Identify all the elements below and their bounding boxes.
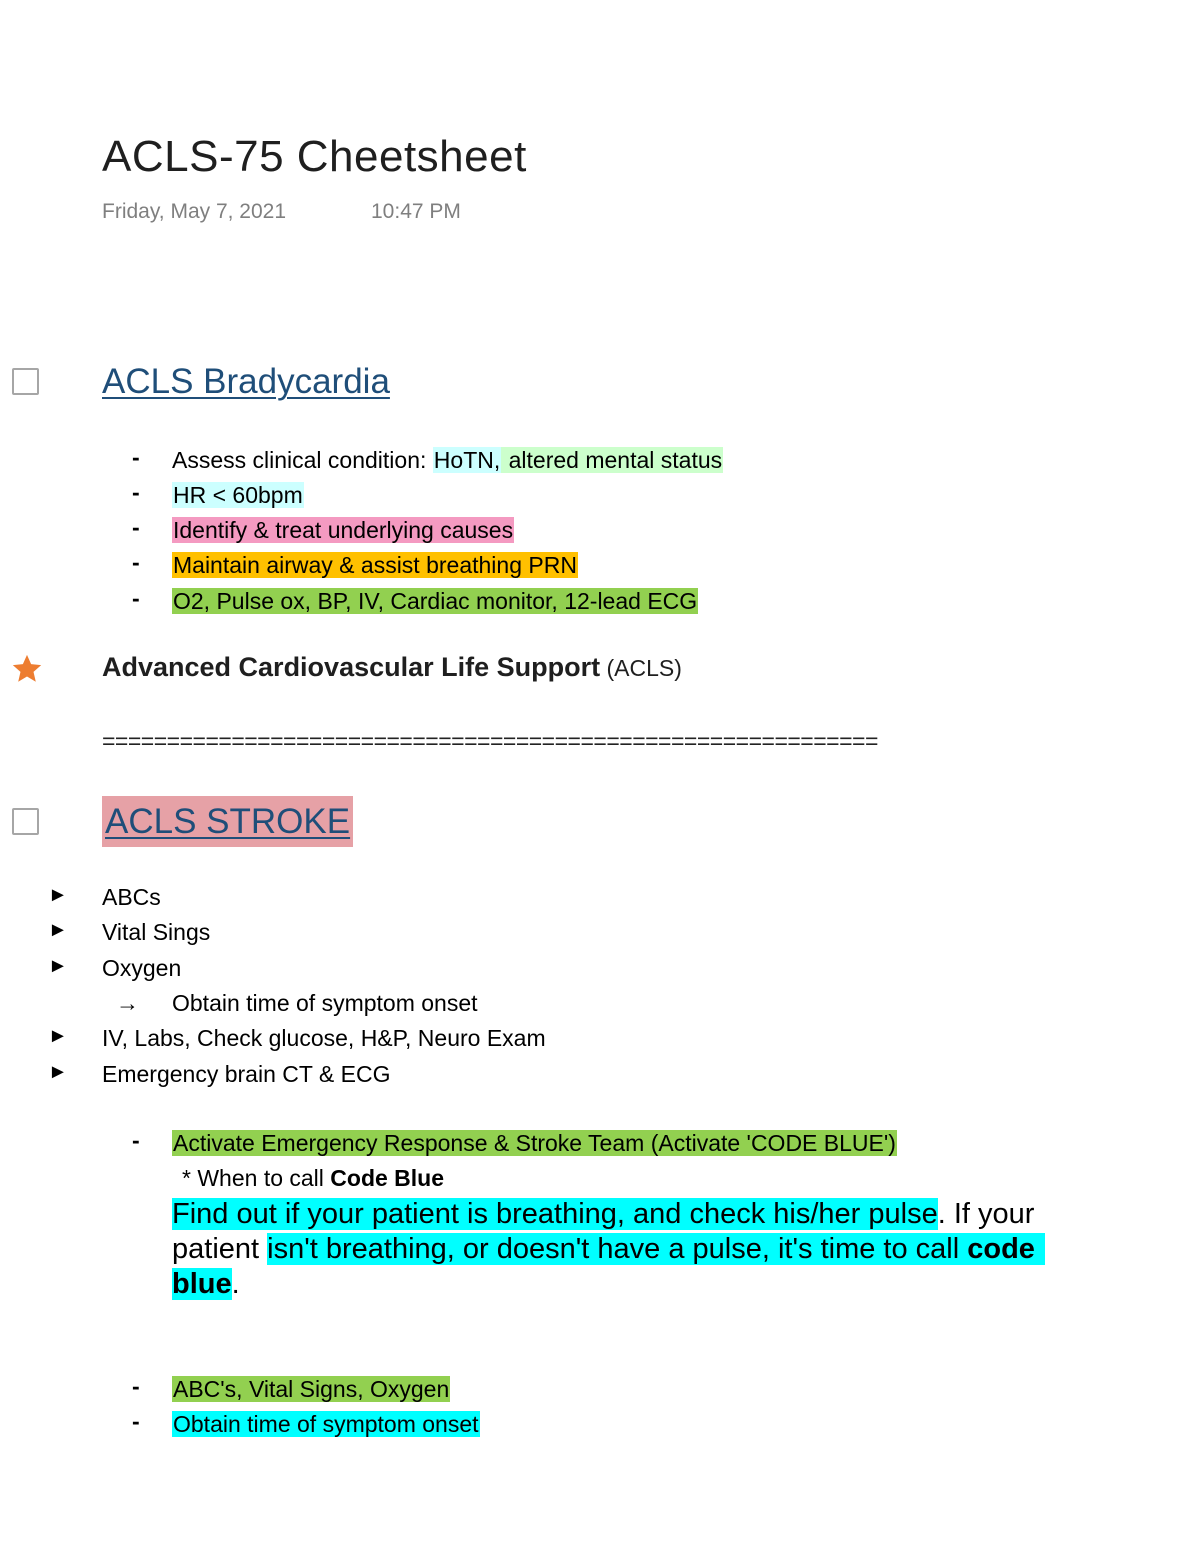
code-blue-para-line-1 (172, 1196, 1034, 1232)
assess-label: Assess clinical condition: (172, 447, 433, 473)
brady-item-maintain (172, 549, 578, 582)
para-text-if-your: . If your (937, 1198, 1035, 1230)
highlight-blue: blue (172, 1268, 232, 1300)
brady-item-assess (172, 444, 723, 477)
todo-checkbox-bradycardia[interactable] (12, 368, 39, 395)
acls-definition (102, 652, 682, 683)
highlight-find-out: Find out if your patient is breathing, and check his/her pulse (172, 1198, 938, 1230)
triangle-bullet-icon: ► (48, 955, 68, 977)
highlight-isnt-breathing: isn't breathing, or doesn't have a pulse, it's time to call (267, 1233, 968, 1265)
acls-definition-bold: Advanced Cardiovascular Life Support (102, 652, 601, 682)
highlight-hotn: HoTN, (433, 447, 501, 473)
page-title: ACLS-75 Cheetsheet (102, 132, 527, 181)
stroke-item-activate (172, 1127, 897, 1160)
brady-item-o2 (172, 585, 698, 618)
when-to-call-bold: Code Blue (330, 1165, 445, 1191)
arrow-icon: → (116, 990, 139, 1016)
stroke-sub-obtain-time: Obtain time of symptom onset (172, 990, 478, 1016)
highlight-activate: Activate Emergency Response & Stroke Team (Activate 'CODE BLUE') (173, 1130, 896, 1156)
dash-bullet: - (132, 1373, 140, 1399)
highlight-abcs: ABC's, Vital Signs, Oxygen (173, 1376, 450, 1402)
brady-item-identify (172, 514, 514, 547)
highlight-maintain: Maintain airway & assist breathing PRN (173, 552, 577, 578)
when-to-call (182, 1162, 444, 1195)
dash-bullet: - (132, 1408, 140, 1434)
when-to-call-prefix: * When to call (182, 1165, 331, 1191)
todo-checkbox-stroke[interactable] (12, 808, 39, 835)
stroke-bullet-iv-labs: IV, Labs, Check glucose, H&P, Neuro Exam (102, 1025, 546, 1051)
stroke-item-abcs (172, 1373, 450, 1406)
code-blue-para-line-3 (172, 1266, 240, 1302)
triangle-bullet-icon: ► (48, 1025, 68, 1047)
triangle-bullet-icon: ► (48, 919, 68, 941)
dash-bullet: - (132, 514, 140, 540)
stroke-bullet-vital-sings: Vital Sings (102, 919, 211, 945)
para-period: . (231, 1268, 240, 1300)
heading-acls-bradycardia[interactable]: ACLS Bradycardia (102, 362, 390, 401)
highlight-o2: O2, Pulse ox, BP, IV, Cardiac monitor, 12-lead ECG (173, 588, 698, 614)
stroke-bullet-oxygen: Oxygen (102, 955, 182, 981)
dash-bullet: - (132, 549, 140, 575)
stroke-bullet-brain-ct: Emergency brain CT & ECG (102, 1061, 391, 1087)
highlight-altered-mental-status: altered mental status (502, 447, 723, 473)
acls-definition-abbr: (ACLS) (600, 655, 682, 681)
dash-bullet: - (132, 585, 140, 611)
triangle-bullet-icon: ► (48, 1061, 68, 1083)
stroke-bullet-abcs: ABCs (102, 884, 161, 910)
highlight-identify: Identify & treat underlying causes (173, 517, 514, 543)
dash-bullet: - (132, 444, 140, 470)
brady-item-hr (172, 479, 304, 512)
stroke-item-obtain (172, 1408, 480, 1441)
highlight-hr: HR < 60bpm (173, 482, 303, 508)
separator-line: ============================================================ (102, 728, 878, 754)
note-time: 10:47 PM (371, 200, 461, 223)
highlight-code: code (967, 1233, 1045, 1265)
para-text-patient: patient (172, 1233, 268, 1265)
highlight-obtain: Obtain time of symptom onset (173, 1411, 479, 1437)
dash-bullet: - (132, 1127, 140, 1153)
triangle-bullet-icon: ► (48, 884, 68, 906)
note-date: Friday, May 7, 2021 (102, 200, 287, 223)
star-icon[interactable] (10, 652, 44, 691)
code-blue-para-line-2 (172, 1231, 1045, 1267)
heading-acls-stroke[interactable]: ACLS STROKE (102, 796, 353, 847)
dash-bullet: - (132, 479, 140, 505)
